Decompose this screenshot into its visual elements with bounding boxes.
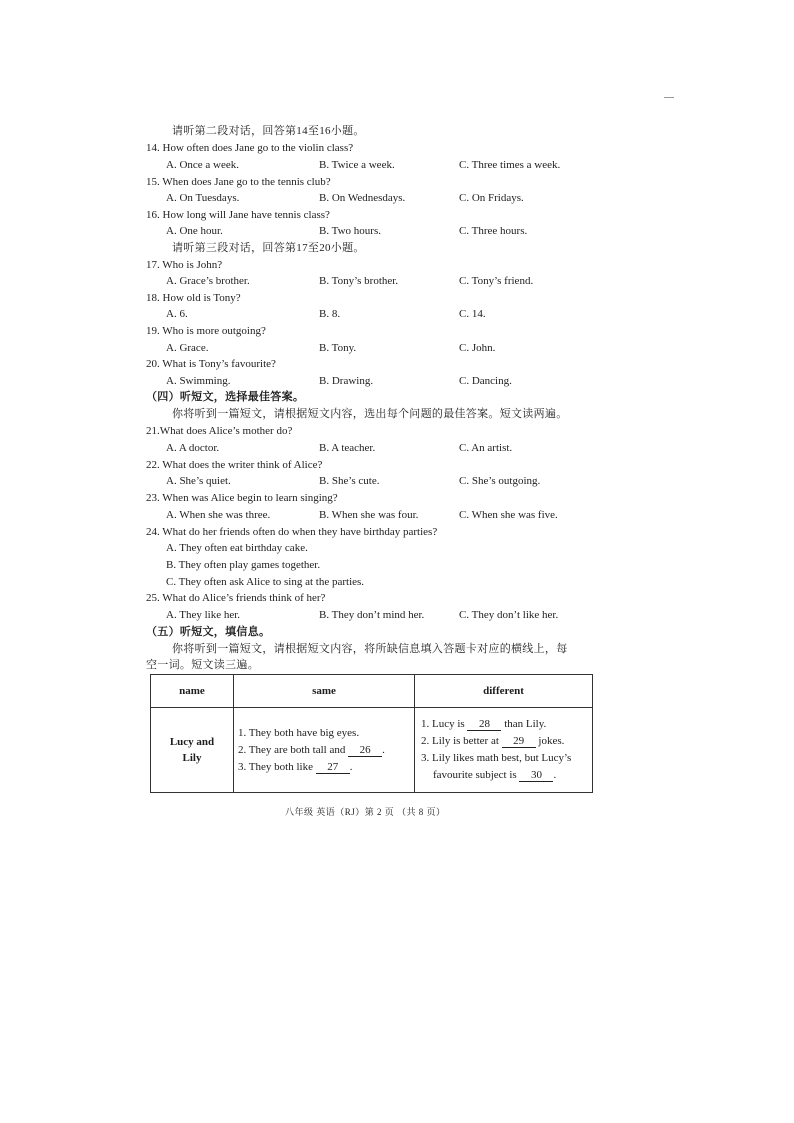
same-cell bbox=[234, 708, 415, 793]
q15-option-b: B. On Wednesdays. bbox=[319, 192, 406, 204]
part3-instruction: 请听第三段对话，回答第17至20小题。 bbox=[172, 242, 365, 254]
q18-option-b: B. 8. bbox=[319, 308, 341, 320]
name-line-2: Lily bbox=[182, 752, 202, 764]
q14-option-b: B. Twice a week. bbox=[319, 159, 395, 171]
q22-option-a: A. She’s quiet. bbox=[166, 475, 231, 487]
diff-item-3-cont bbox=[421, 767, 592, 784]
q23-option-c: C. When she was five. bbox=[459, 509, 558, 521]
blank-27: 27 bbox=[316, 761, 350, 774]
q19-option-b: B. Tony. bbox=[319, 342, 357, 354]
diff-item-1-end: than Lily. bbox=[504, 718, 547, 730]
q23-option-b: B. When she was four. bbox=[319, 509, 419, 521]
question-14: 14. How often does Jane go to the violin class? bbox=[146, 142, 354, 154]
q20-option-b: B. Drawing. bbox=[319, 375, 374, 387]
scan-mark bbox=[664, 97, 674, 98]
question-24: 24. What do her friends often do when they have birthday parties? bbox=[146, 526, 438, 538]
q19-option-c: C. John. bbox=[459, 342, 496, 354]
q19-option-a: A. Grace. bbox=[166, 342, 209, 354]
q24-option-b: B. They often play games together. bbox=[166, 559, 321, 571]
blank-29: 29 bbox=[502, 735, 536, 748]
q21-option-c: C. An artist. bbox=[459, 442, 513, 454]
diff-item-2-end: jokes. bbox=[538, 735, 565, 747]
q15-option-c: C. On Fridays. bbox=[459, 192, 524, 204]
q17-option-c: C. Tony’s friend. bbox=[459, 275, 534, 287]
q25-option-b: B. They don’t mind her. bbox=[319, 609, 425, 621]
blank-26: 26 bbox=[348, 744, 382, 757]
diff-item-2 bbox=[421, 733, 592, 750]
q16-option-b: B. Two hours. bbox=[319, 225, 381, 237]
question-25: 25. What do Alice’s friends think of her? bbox=[146, 592, 326, 604]
q20-option-c: C. Dancing. bbox=[459, 375, 512, 387]
question-23: 23. When was Alice begin to learn singing? bbox=[146, 492, 338, 504]
question-19: 19. Who is more outgoing? bbox=[146, 325, 266, 337]
q18-option-c: C. 14. bbox=[459, 308, 486, 320]
diff-item-3-cont-text: favourite subject is bbox=[433, 769, 517, 781]
q14-option-a: A. Once a week. bbox=[166, 159, 239, 171]
q20-option-a: A. Swimming. bbox=[166, 375, 231, 387]
diff-item-1-text: 1. Lucy is bbox=[421, 718, 465, 730]
same-item-2-end: . bbox=[382, 743, 385, 756]
table-row bbox=[151, 708, 593, 793]
same-item-3-end: . bbox=[349, 760, 353, 773]
question-16: 16. How long will Jane have tennis class? bbox=[146, 209, 330, 221]
table-header-row bbox=[151, 675, 593, 708]
same-item-3-text: 3. They both like bbox=[238, 760, 313, 773]
question-15: 15. When does Jane go to the tennis club? bbox=[146, 176, 331, 188]
section-5-title: （五）听短文，填信息。 bbox=[146, 626, 271, 638]
blank-28: 28 bbox=[467, 718, 501, 731]
same-item-2 bbox=[238, 742, 414, 759]
header-same: same bbox=[234, 675, 415, 708]
question-22: 22. What does the writer think of Alice? bbox=[146, 459, 323, 471]
q14-option-c: C. Three times a week. bbox=[459, 159, 561, 171]
q21-option-b: B. A teacher. bbox=[319, 442, 376, 454]
part2-instruction: 请听第二段对话，回答第14至16小题。 bbox=[172, 125, 365, 137]
q15-option-a: A. On Tuesdays. bbox=[166, 192, 240, 204]
same-item-1 bbox=[238, 725, 414, 742]
q24-option-a: A. They often eat birthday cake. bbox=[166, 542, 308, 554]
q24-option-c: C. They often ask Alice to sing at the parties. bbox=[166, 576, 365, 588]
info-table bbox=[150, 674, 593, 793]
diff-item-3-text: 3. Lily likes math best, but Lucy’s bbox=[421, 752, 572, 764]
q25-option-a: A. They like her. bbox=[166, 609, 241, 621]
q25-option-c: C. They don’t like her. bbox=[459, 609, 559, 621]
diff-item-3 bbox=[421, 750, 592, 767]
section-4-title: （四）听短文，选择最佳答案。 bbox=[146, 391, 305, 403]
q23-option-a: A. When she was three. bbox=[166, 509, 271, 521]
q16-option-a: A. One hour. bbox=[166, 225, 223, 237]
q21-option-a: A. A doctor. bbox=[166, 442, 220, 454]
name-cell bbox=[151, 708, 234, 793]
header-different: different bbox=[415, 675, 593, 708]
same-item-1-text: 1. They both have big eyes. bbox=[238, 726, 360, 739]
question-21: 21.What does Alice’s mother do? bbox=[146, 425, 293, 437]
q22-option-c: C. She’s outgoing. bbox=[459, 475, 541, 487]
section-5-instruction-2: 空一词。短文读三遍。 bbox=[146, 659, 259, 671]
same-item-2-text: 2. They are both tall and bbox=[238, 743, 346, 756]
q17-option-b: B. Tony’s brother. bbox=[319, 275, 399, 287]
q17-option-a: A. Grace’s brother. bbox=[166, 275, 250, 287]
diff-item-1 bbox=[421, 716, 592, 733]
q18-option-a: A. 6. bbox=[166, 308, 188, 320]
q16-option-c: C. Three hours. bbox=[459, 225, 528, 237]
question-20: 20. What is Tony’s favourite? bbox=[146, 358, 276, 370]
diff-item-3-end: . bbox=[553, 769, 557, 781]
different-cell bbox=[415, 708, 593, 793]
blank-30: 30 bbox=[519, 769, 553, 782]
section-4-instruction: 你将听到一篇短文，请根据短文内容，选出每个问题的最佳答案。短文读两遍。 bbox=[172, 408, 568, 420]
question-17: 17. Who is John? bbox=[146, 259, 223, 271]
page-footer: 八年级 英语（RJ）第 2 页 （共 8 页） bbox=[285, 807, 446, 817]
name-line-1: Lucy and bbox=[169, 736, 215, 748]
header-name: name bbox=[151, 675, 234, 708]
question-18: 18. How old is Tony? bbox=[146, 292, 241, 304]
q22-option-b: B. She’s cute. bbox=[319, 475, 380, 487]
same-item-3 bbox=[238, 759, 414, 776]
diff-item-2-text: 2. Lily is better at bbox=[421, 735, 499, 747]
section-5-instruction-1: 你将听到一篇短文，请根据短文内容，将所缺信息填入答题卡对应的横线上，每 bbox=[172, 643, 568, 655]
